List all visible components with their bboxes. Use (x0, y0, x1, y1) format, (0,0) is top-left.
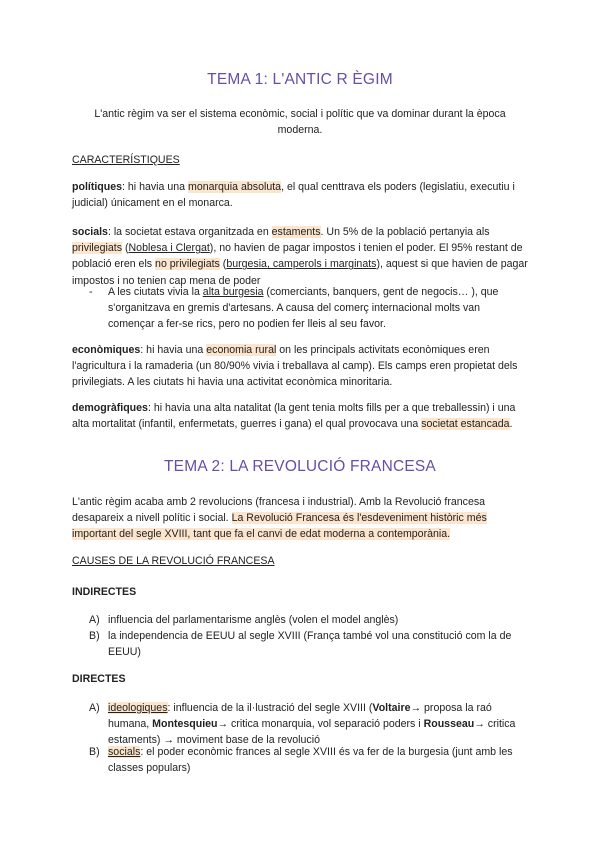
tema1-intro: L'antic règim va ser el sistema econòmic, social i polític que va dominar durant la època moderna. (94, 108, 506, 137)
demografiques-text: : hi havia una alta natalitat (la gent tenia molts fills per a que treballessin) i una alta mortalitat (infantil, enfermetats, guerres i gana) el qual provocava una (72, 402, 516, 431)
directes-item-b (108, 744, 530, 776)
indirectes-marker-b: B) (89, 630, 100, 642)
indirectes-item-a: influencia del parlamentarisme anglès (volen el model anglès) (108, 614, 399, 626)
highlight-socials: socials (108, 746, 141, 758)
tema2-intro-text: L'antic règim acaba amb 2 revolucions (francesa i industrial). Amb la Revolució francesa desapareix a nivell polític i social. (72, 496, 486, 525)
directes-marker-b: B) (89, 746, 100, 758)
highlight-privilegiats: privilegiats (72, 242, 123, 255)
underline-burgesia: burgesia, camperols i marginats (226, 258, 377, 271)
burgesia-sub-item (108, 284, 528, 333)
demografiques-label: demogràfiques (72, 402, 148, 414)
highlight-economia-rural: economia rural (206, 344, 277, 356)
indirectes-item-b: la independencia de EEUU al segle XVIII (França també vol una constitució com la de EEUU) (108, 630, 512, 659)
economiques-text: : hi havia una (140, 344, 207, 356)
directes-b-text: : el poder econòmic frances al segle XVIII és va fer de la burgesia (junt amb les classes populars) (108, 746, 513, 775)
directes-a-text: : influencia de la il·lustració del segle XVIII ( (167, 702, 373, 714)
causes-heading: CAUSES DE LA REVOLUCIÓ FRANCESA (72, 555, 275, 567)
directes-heading: DIRECTES (72, 673, 126, 685)
directes-a-text-3: → critica monarquia, vol separació poders i (217, 718, 424, 731)
politiques-text-2: , el qual centtrava els poders (legislatiu, executiu i judicial) únicament en el monarca. (72, 181, 515, 210)
economiques-paragraph (72, 342, 530, 391)
caracteristiques-heading: CARACTERÍSTIQUES (72, 154, 180, 166)
demografiques-text-2: . (509, 418, 513, 431)
socials-label: socials (72, 226, 108, 238)
directes-a-text-2: → proposa la raó humana, (108, 702, 492, 731)
highlight-societat-estancada: societat estancada (421, 418, 510, 431)
tema1-title: TEMA 1: L'ANTIC R ÈGIM (207, 71, 393, 88)
socials-text-6: ), aquest si que havien de pagar impostos i no tenien cap mena de poder (72, 258, 528, 287)
highlight-monarquia: monarquia absoluta (188, 181, 282, 193)
socials-text-5: ( (219, 258, 227, 271)
tema2-intro (72, 494, 530, 543)
voltaire: Voltaire (372, 702, 411, 714)
socials-text: : la societat estava organitzada en (107, 226, 272, 238)
sub-item-text: A les ciutats vivia la (108, 286, 203, 298)
sub-item-text-2: (comerciants, banquers, gent de negocis… ), que s'organitzava en gremis d'artesans. A causa del comerç internacional molts van començar a fer-se rics, pero no podien fer lleis al seu favor. (108, 286, 499, 331)
sub-item-dash: - (89, 286, 93, 298)
highlight-estaments: estaments (271, 226, 321, 238)
economiques-label: econòmiques (72, 344, 141, 356)
directes-item-a (108, 700, 530, 749)
socials-text-2: . Un 5% de la població pertanyia als (320, 226, 490, 238)
montesquieu: Montesquieu (152, 718, 218, 731)
economiques-text-2: on les principals activitats econòmiques eren l'agricultura i la ramaderia (un 80/90% vivia i treballava al camp). Els camps eren propietat dels privilegiats. A les ciutats hi havia una activitat econòmica minoritaria. (72, 344, 518, 389)
socials-text-3: ( (122, 242, 129, 255)
highlight-ideologiques: ideologiques (108, 702, 168, 714)
directes-marker-a: A) (89, 702, 100, 714)
demografiques-paragraph (72, 400, 530, 432)
politiques-paragraph (72, 179, 530, 211)
tema2-title: TEMA 2: LA REVOLUCIÓ FRANCESA (164, 458, 436, 475)
rousseau: Rousseau (423, 718, 475, 731)
highlight-no-privilegiats: no privilegiats (155, 258, 220, 271)
directes-a-text-4: → critica estaments) → moviment base de la revolució (108, 718, 516, 747)
politiques-text: : hi havia una (122, 181, 188, 193)
socials-text-4: ), no havien de pagar impostos i tenien el poder. El 95% restant de població eren els (72, 242, 523, 271)
highlight-revolucio-francesa: La Revolució Francesa és l'esdeveniment històric més important del segle XVIII, tant que fa el canvi de edat moderna a contemporània. (72, 512, 487, 541)
socials-paragraph (72, 224, 530, 289)
underline-noblesa: Noblesa i Clergat (128, 242, 210, 255)
politiques-label: polítiques (72, 181, 123, 193)
indirectes-heading: INDIRECTES (72, 586, 137, 598)
indirectes-marker-a: A) (89, 614, 100, 626)
underline-alta-burgesia: alta burgesia (202, 286, 264, 298)
